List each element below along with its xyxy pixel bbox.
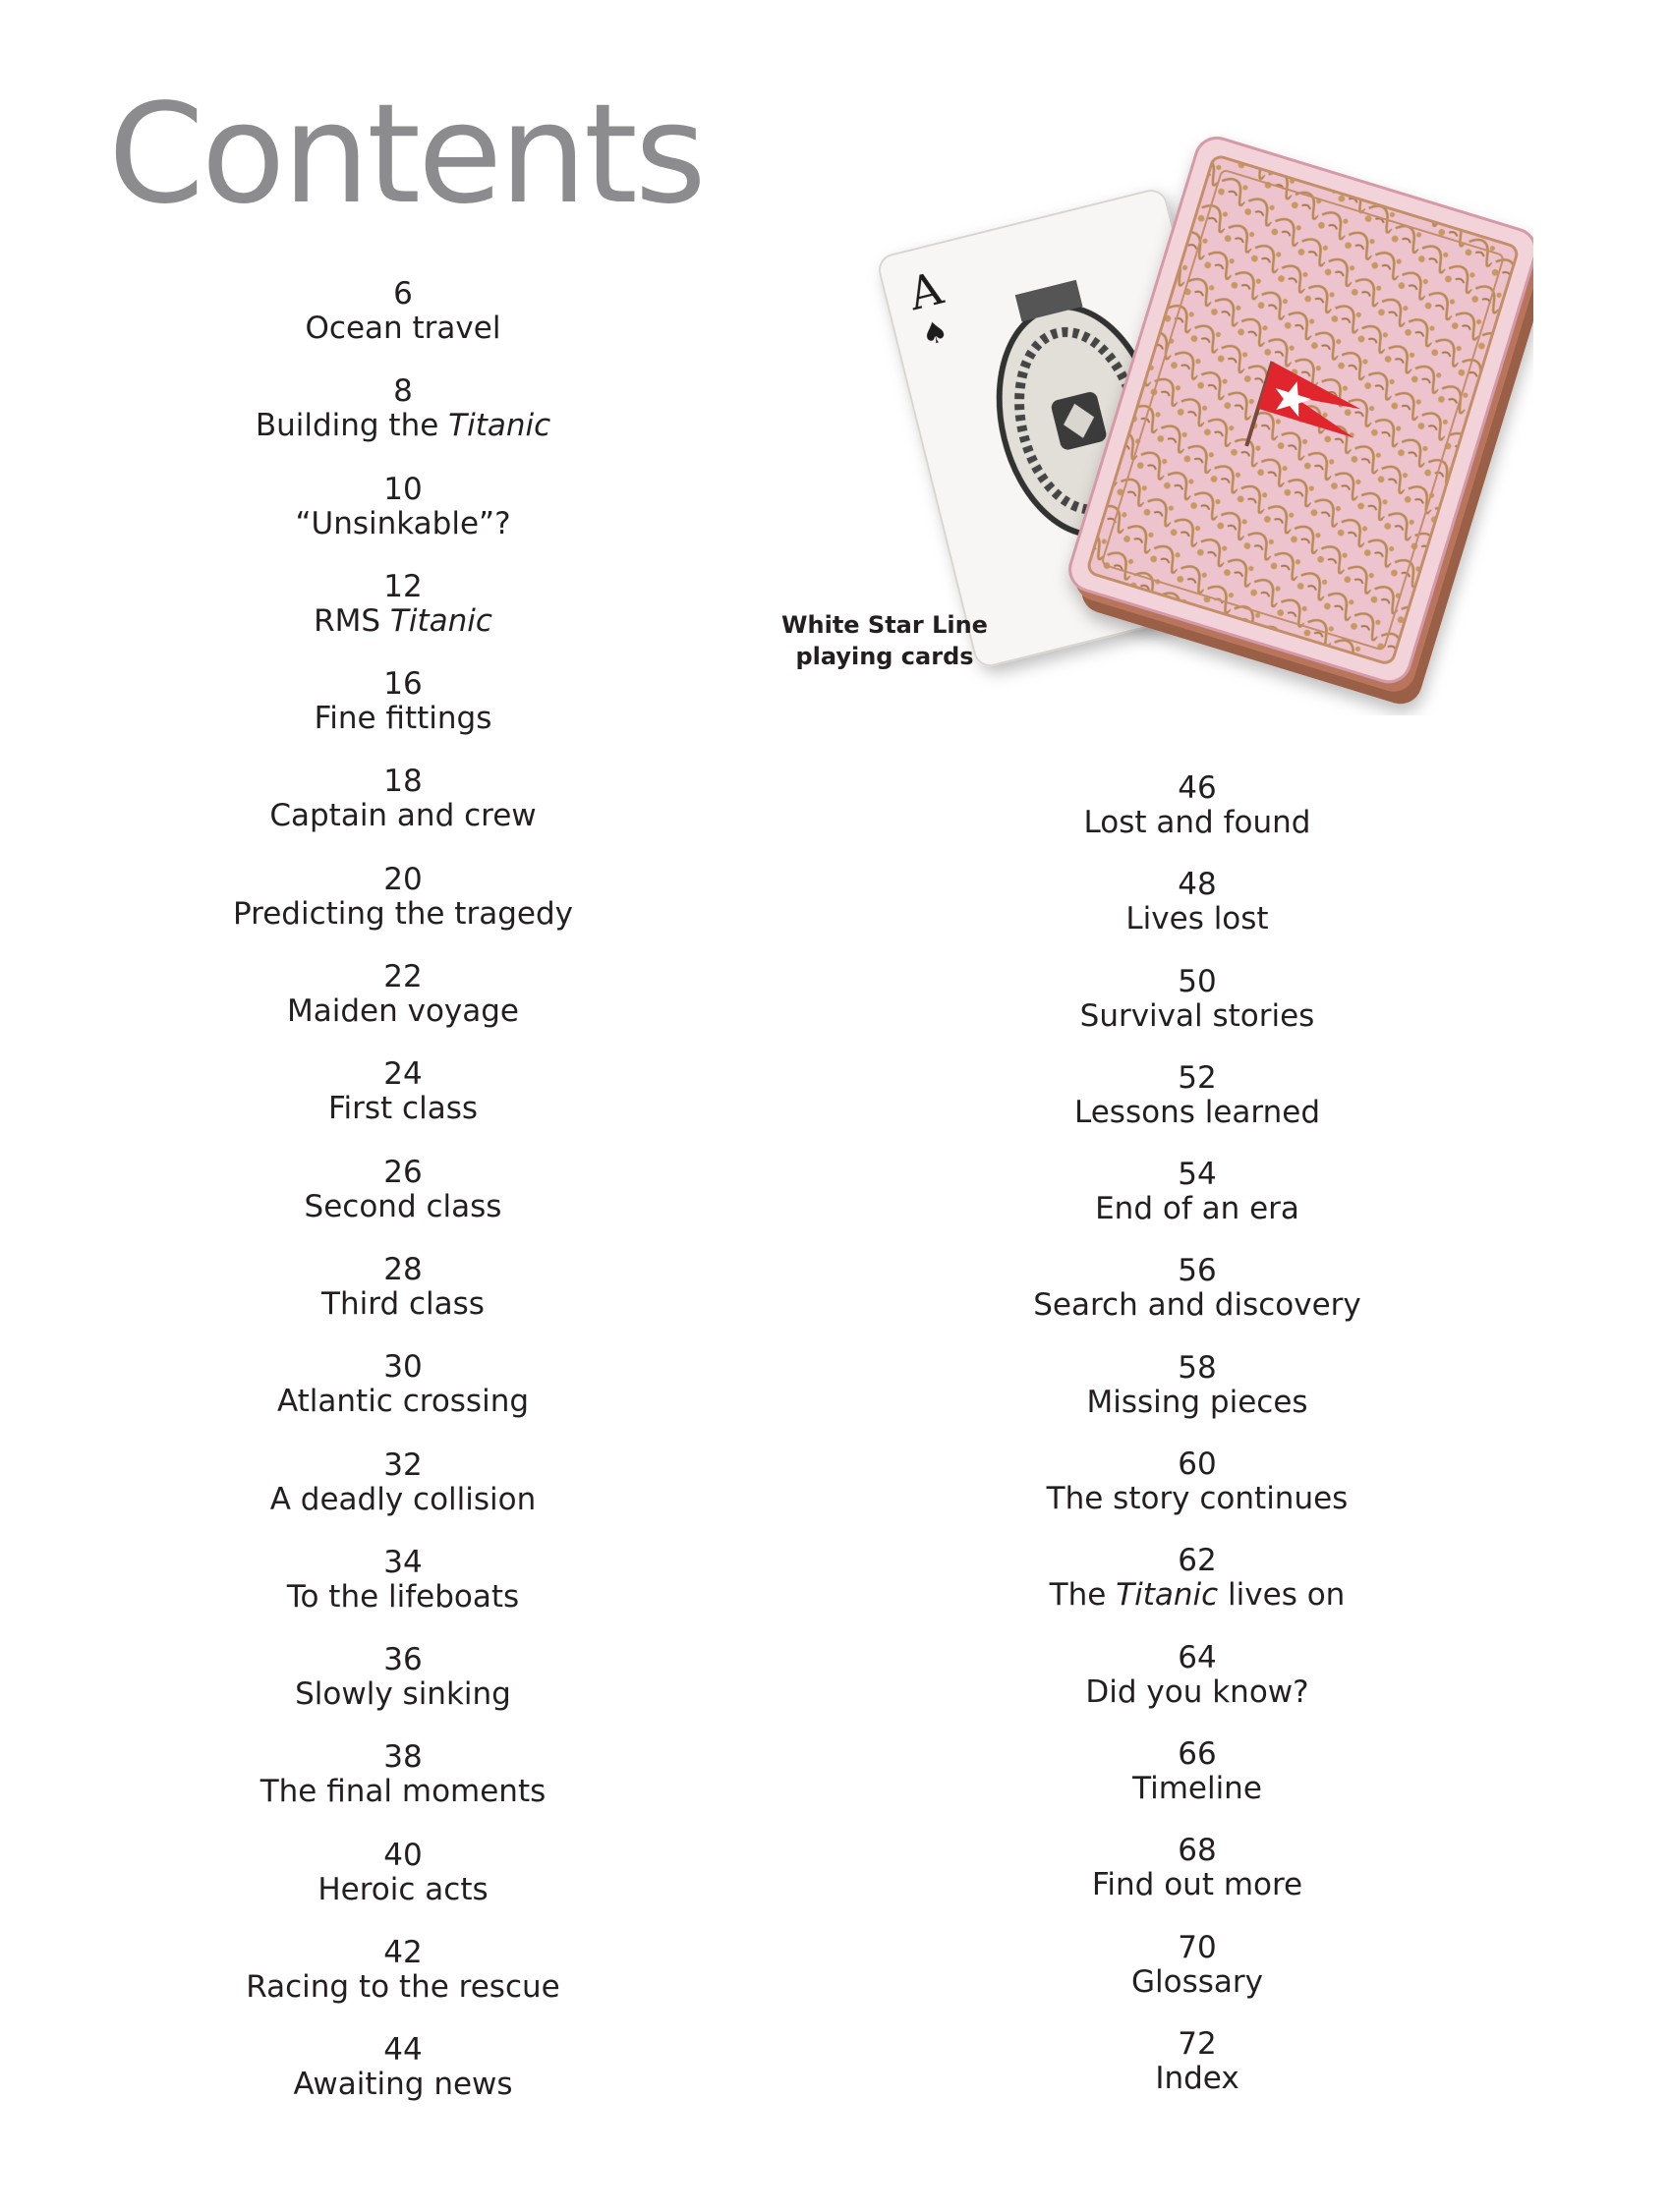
entry-title: Second class (304, 1188, 502, 1224)
page-number: 40 (383, 1837, 423, 1873)
page-number: 62 (1178, 1543, 1217, 1579)
toc-entry[interactable] (922, 1158, 1472, 1254)
toc-entry[interactable] (128, 1350, 678, 1447)
toc-entry[interactable] (922, 1641, 1472, 1737)
page-number: 44 (383, 2032, 423, 2069)
page-number: 32 (383, 1446, 423, 1483)
entry-title: Missing pieces (1086, 1384, 1308, 1420)
page-number: 22 (383, 959, 423, 995)
entry-title: Maiden voyage (286, 993, 519, 1030)
entry-title: Survival stories (1079, 997, 1315, 1034)
toc-entry[interactable] (128, 667, 678, 765)
toc-entry[interactable] (922, 2027, 1472, 2124)
spade-icon: ♠ (917, 313, 952, 354)
toc-entry[interactable] (128, 277, 678, 374)
page-title: Contents (108, 75, 704, 235)
toc-entry[interactable] (128, 1643, 678, 1740)
toc-entry[interactable] (922, 1737, 1472, 1834)
entry-title: Index (1155, 2060, 1239, 2096)
page-number: 50 (1178, 963, 1217, 999)
page-number: 38 (383, 1739, 423, 1776)
image-caption: White Star Line playing cards (781, 611, 988, 670)
page-number: 70 (1178, 1929, 1217, 1965)
page-number: 26 (383, 1154, 423, 1190)
page-number: 56 (1178, 1253, 1217, 1289)
toc-entry[interactable] (128, 473, 678, 570)
entry-title: Lost and found (1083, 805, 1311, 840)
toc-entry[interactable] (922, 1544, 1472, 1640)
toc-entry[interactable] (128, 2033, 678, 2130)
entry-title: Ocean travel (305, 311, 501, 346)
toc-entry[interactable] (128, 1057, 678, 1155)
entry-title: End of an era (1095, 1191, 1299, 1227)
entry-title: Building the Titanic (255, 408, 551, 444)
page-number: 64 (1178, 1639, 1217, 1675)
page-number: 12 (383, 568, 423, 604)
entry-title: Timeline (1132, 1770, 1262, 1806)
page-number: 34 (383, 1544, 423, 1580)
entry-title: Lives lost (1125, 901, 1269, 937)
entry-title: Predicting the tragedy (233, 895, 573, 932)
toc-entry[interactable] (922, 1061, 1472, 1158)
entry-title: “Unsinkable”? (295, 505, 511, 541)
page-number: 48 (1178, 867, 1217, 903)
entry-title: The story continues (1046, 1481, 1349, 1517)
entry-title: The Titanic lives on (1049, 1577, 1346, 1614)
entry-title: A deadly collision (269, 1481, 537, 1517)
page-number: 20 (383, 861, 423, 897)
page-number: 68 (1178, 1833, 1217, 1869)
page-number: 58 (1178, 1349, 1217, 1386)
toc-entry[interactable] (128, 765, 678, 862)
page-number: 52 (1178, 1059, 1217, 1096)
entry-title: Find out more (1091, 1867, 1303, 1903)
entry-title: Heroic acts (317, 1871, 489, 1907)
page-number: 24 (383, 1056, 423, 1093)
toc-entry[interactable] (128, 570, 678, 667)
toc-entry[interactable] (128, 374, 678, 472)
toc-entry[interactable] (922, 1834, 1472, 1930)
entry-title: Third class (321, 1285, 485, 1322)
page-number: 66 (1178, 1735, 1217, 1772)
entry-title: Atlantic crossing (276, 1384, 530, 1420)
toc-entry[interactable] (128, 1156, 678, 1253)
entry-title: Glossary (1131, 1963, 1263, 2000)
toc-entry[interactable] (922, 965, 1472, 1061)
contents-left-column (128, 277, 678, 2131)
page-number: 8 (393, 373, 413, 410)
entry-title: Awaiting news (293, 2067, 513, 2103)
toc-entry[interactable] (128, 1936, 678, 2033)
page-number: 42 (383, 1935, 423, 1971)
card-rank: A (902, 260, 949, 321)
page-number: 16 (383, 666, 423, 703)
page-number: 54 (1178, 1157, 1217, 1193)
entry-title: Slowly sinking (295, 1676, 511, 1713)
page-number: 30 (383, 1349, 423, 1386)
entry-title: First class (327, 1091, 479, 1127)
entry-title: To the lifeboats (286, 1578, 520, 1615)
page-number: 46 (1178, 770, 1217, 806)
page-number: 28 (383, 1251, 423, 1287)
page-number: 36 (383, 1642, 423, 1678)
toc-entry[interactable] (128, 1740, 678, 1838)
toc-entry[interactable] (922, 1931, 1472, 2027)
toc-entry[interactable] (922, 1351, 1472, 1447)
toc-entry[interactable] (922, 1254, 1472, 1350)
toc-entry[interactable] (128, 1448, 678, 1546)
toc-entry[interactable] (128, 1839, 678, 1936)
entry-title: Lessons learned (1074, 1094, 1320, 1130)
page-number: 18 (383, 764, 423, 800)
page-number: 72 (1178, 2025, 1217, 2062)
page-number: 6 (393, 276, 413, 312)
entry-title: Did you know? (1085, 1673, 1309, 1710)
page-number: 10 (383, 471, 423, 507)
toc-entry[interactable] (922, 771, 1472, 868)
entry-title: Search and discovery (1033, 1287, 1361, 1324)
entry-title: Captain and crew (269, 798, 537, 834)
entry-title: RMS Titanic (314, 602, 492, 639)
page-number: 60 (1178, 1446, 1217, 1483)
toc-entry[interactable] (128, 960, 678, 1057)
entry-title: Fine fittings (314, 701, 492, 737)
toc-entry[interactable] (128, 1253, 678, 1350)
entry-title: Racing to the rescue (246, 1969, 560, 2006)
entry-title: The final moments (259, 1774, 547, 1810)
toc-entry[interactable] (922, 868, 1472, 964)
toc-entry[interactable] (128, 863, 678, 960)
toc-entry[interactable] (128, 1546, 678, 1643)
contents-right-column (922, 771, 1472, 2124)
toc-entry[interactable] (922, 1447, 1472, 1544)
